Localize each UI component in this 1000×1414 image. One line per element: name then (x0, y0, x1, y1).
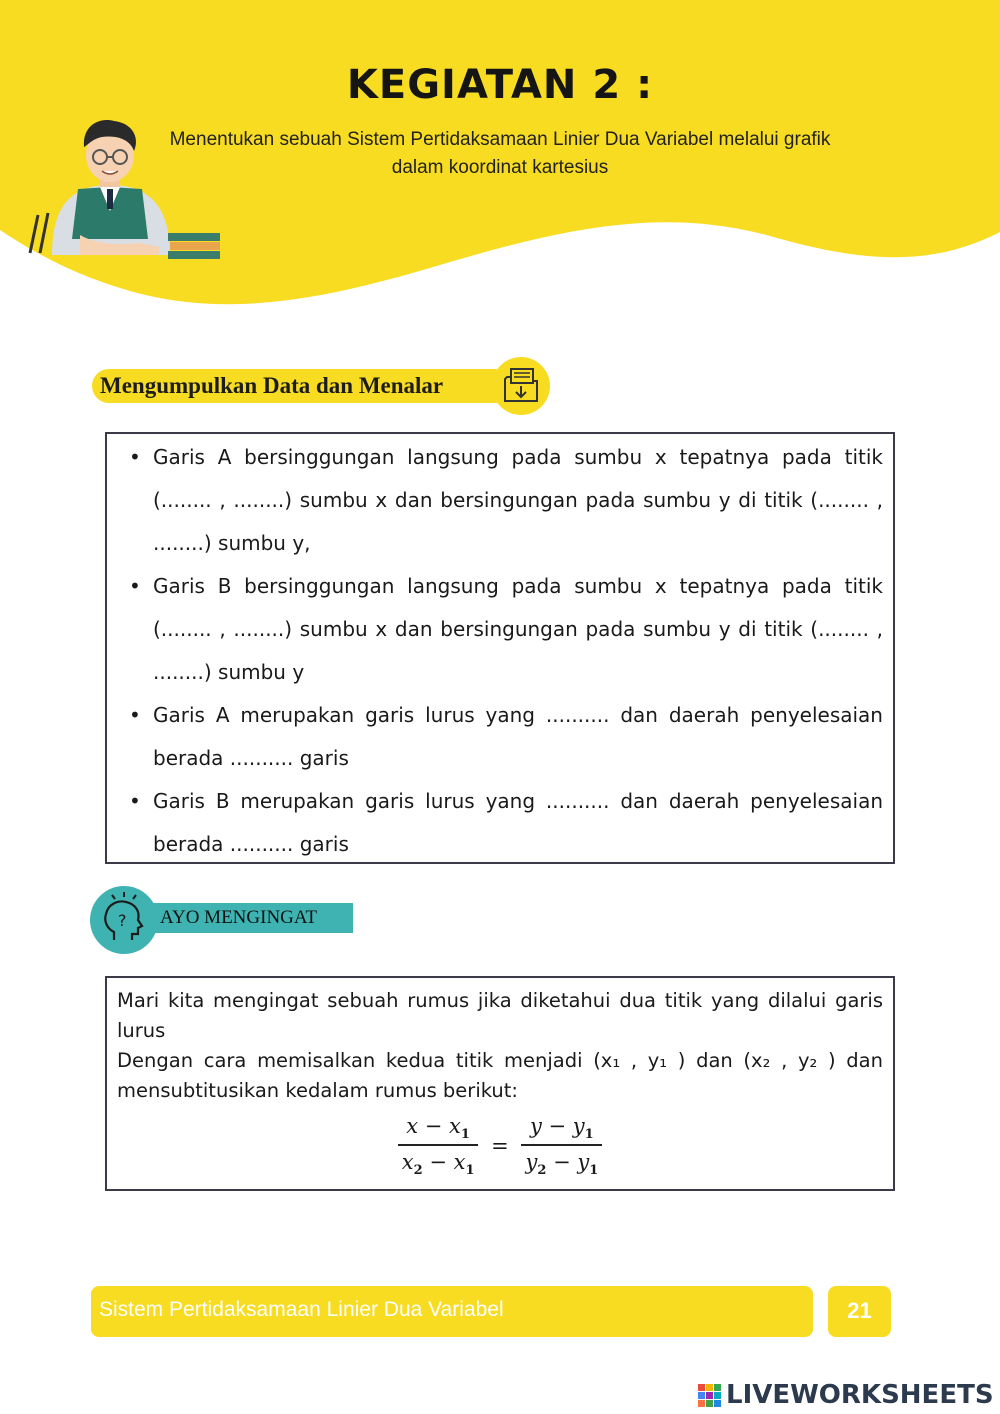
formula-box (105, 976, 895, 1191)
question-item: • Garis B merupakan garis lurus yang .......... dan daerah penyelesaian berada .......... garis (107, 780, 893, 866)
equals-sign: = (491, 1134, 509, 1159)
footer-title: Sistem Pertidaksamaan Linier Dua Variabel (99, 1298, 504, 1321)
page-title: KEGIATAN 2 : (346, 62, 654, 108)
page-number: 21 (847, 1298, 872, 1323)
liveworksheets-watermark[interactable] (698, 1378, 994, 1410)
question-list (107, 434, 893, 866)
teacher-illustration (20, 115, 230, 265)
question-item: • Garis A merupakan garis lurus yang .......... dan daerah penyelesaian berada .......... garis (107, 694, 893, 780)
page-number-box (828, 1286, 891, 1337)
formula-instruction-text: Dengan cara memisalkan kedua titik menjadi (x₁ , y₁ ) dan (x₂ , y₂ ) dan mensubtitusikan kedalam rumus berikut: (117, 1049, 883, 1102)
question-box (105, 432, 895, 864)
thinking-head-icon (90, 886, 158, 954)
remember-icon-circle (90, 886, 158, 954)
page-subtitle: Menentukan sebuah Sistem Pertidaksamaan Linier Dua Variabel melalui grafik dalam koordinat kartesius (169, 129, 831, 178)
two-point-formula (107, 1114, 893, 1178)
remember-label-tag (150, 903, 353, 933)
left-fraction: $\frac{x - x_1}{x_2 - x_1}$ (398, 1114, 479, 1178)
folder-download-icon (492, 357, 550, 415)
right-fraction: $\frac{y - y_1}{y_2 - y_1}$ (521, 1114, 602, 1178)
section-label-tag (92, 369, 512, 403)
formula-intro-text: Mari kita mengingat sebuah rumus jika diketahui dua titik yang dilalui garis lurus (117, 989, 883, 1042)
footer-title-bar (91, 1286, 813, 1337)
svg-text:?: ? (118, 911, 127, 930)
watermark-text: LIVEWORKSHEETS (726, 1380, 994, 1410)
question-item: • Garis A bersinggungan langsung pada sumbu x tepatnya pada titik (........ , ........) sumbu x dan bersingungan pada sumbu y di titik (........ , ........) sumbu y, (107, 436, 893, 565)
section-label: Mengumpulkan Data dan Menalar (100, 373, 444, 398)
question-item: • Garis B bersinggungan langsung pada sumbu x tepatnya pada titik (........ , ........) sumbu x dan bersingungan pada sumbu y di titik (........ , ........) sumbu y (107, 565, 893, 694)
liveworksheets-logo-icon (698, 1384, 722, 1408)
remember-label: AYO MENGINGAT (160, 907, 318, 928)
